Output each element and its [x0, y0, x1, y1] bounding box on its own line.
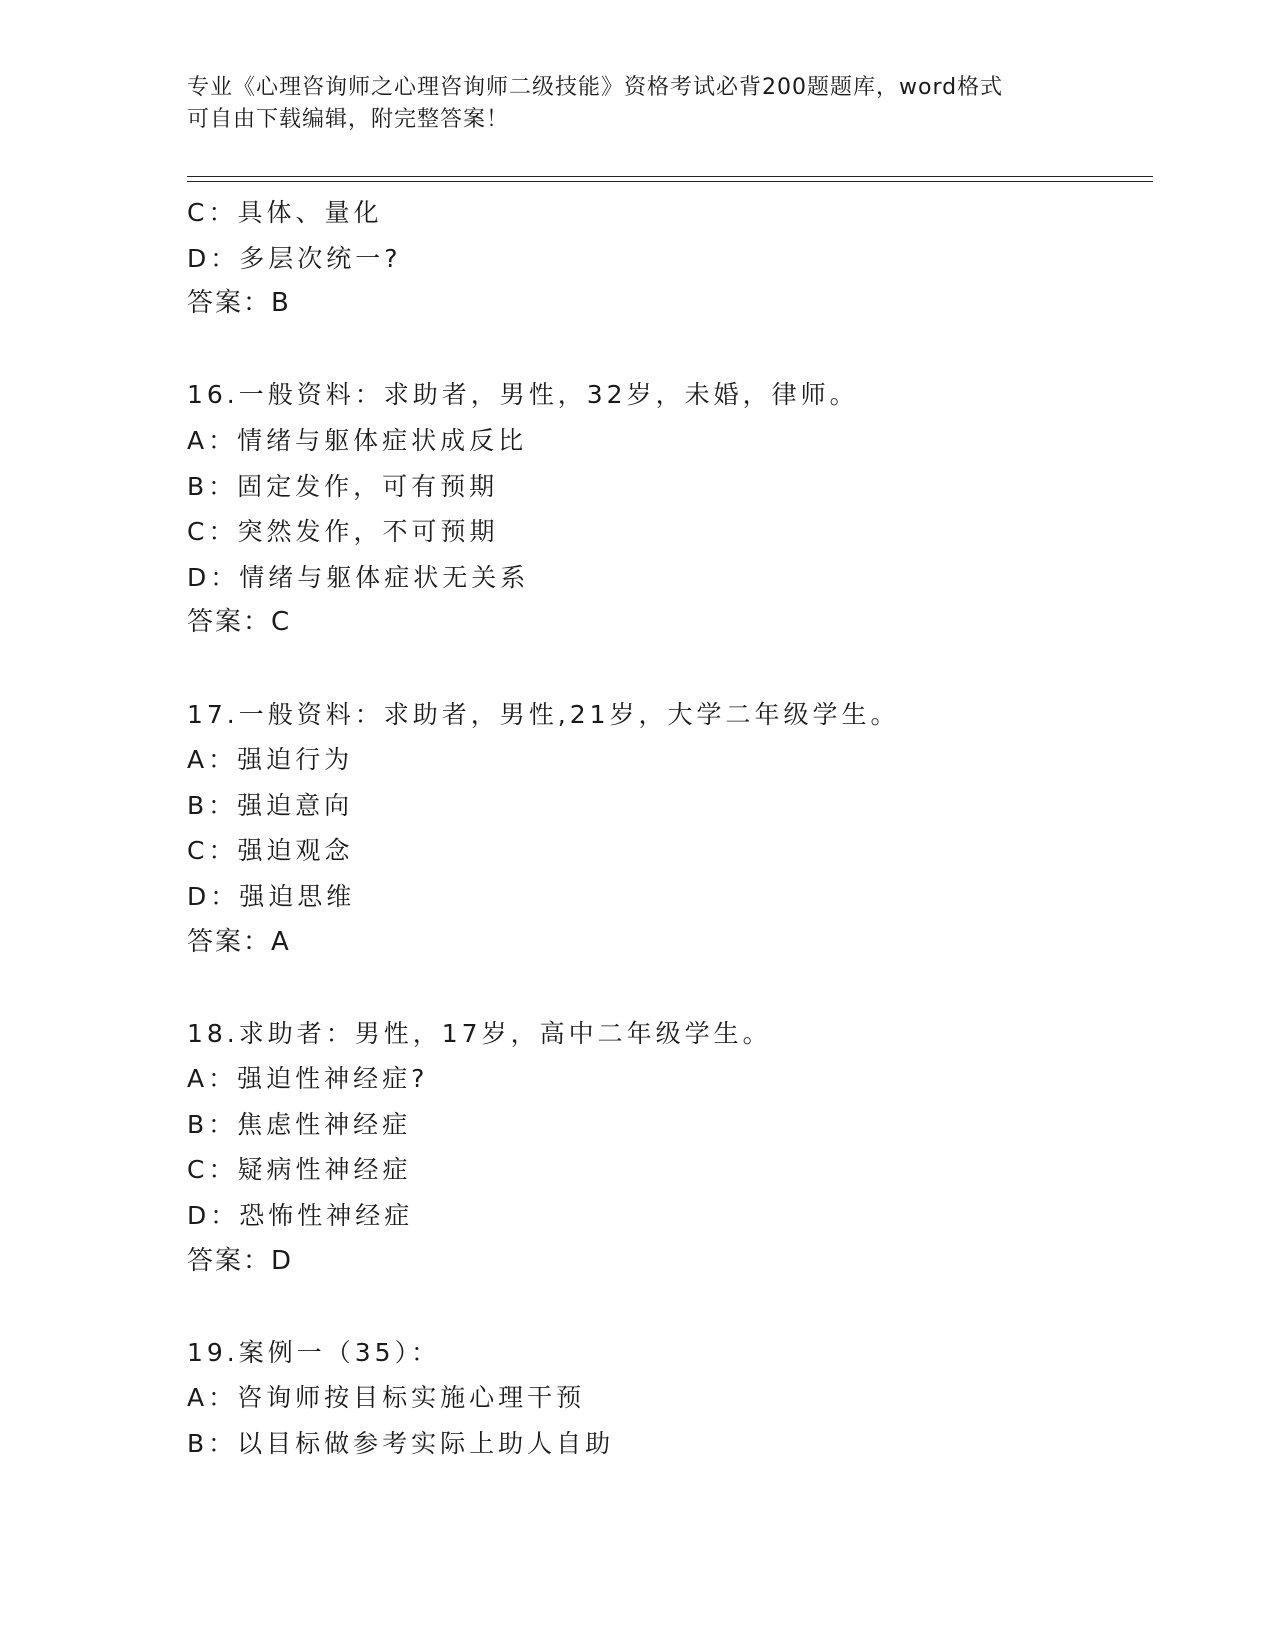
question-stem: 18.求助者：男性，17岁，高中二年级学生。	[187, 1018, 772, 1048]
option-c: C：强迫观念	[187, 836, 354, 866]
option-c: C：突然发作，不可预期	[187, 517, 499, 547]
answer-line: 答案：D	[187, 1245, 294, 1276]
question-block-18	[187, 1011, 1167, 1285]
question-stem: 19.案例一（35）：	[187, 1337, 441, 1367]
option-b: B：焦虑性神经症	[187, 1109, 412, 1139]
option-b: B：强迫意向	[187, 790, 354, 820]
option-a: A：情绪与躯体症状成反比	[187, 425, 528, 455]
spacer	[187, 965, 1167, 1011]
option-d: D：多层次统一?	[187, 243, 402, 273]
question-block-17	[187, 692, 1167, 966]
document-header	[187, 72, 1087, 136]
header-title-line-2: 可自由下载编辑，附完整答案！	[187, 107, 510, 132]
answer-line: 答案：A	[187, 926, 291, 957]
question-block-15-partial	[187, 190, 1167, 327]
spacer	[187, 1284, 1167, 1330]
option-a: A：咨询师按目标实施心理干预	[187, 1383, 586, 1413]
answer-line: 答案：C	[187, 607, 292, 638]
header-title-line-1: 专业《心理咨询师之心理咨询师二级技能》资格考试必背200题题库，word格式	[187, 75, 1004, 100]
option-d: D：情绪与躯体症状无关系	[187, 562, 530, 592]
option-c: C：疑病性神经症	[187, 1155, 412, 1185]
question-block-16	[187, 372, 1167, 646]
answer-line: 答案：B	[187, 288, 291, 319]
header-divider-bottom	[187, 181, 1153, 182]
option-d: D：恐怖性神经症	[187, 1201, 414, 1231]
question-stem: 16.一般资料：求助者，男性，32岁，未婚，律师。	[187, 380, 859, 410]
option-a: A：强迫行为	[187, 745, 354, 775]
option-d: D：强迫思维	[187, 881, 356, 911]
option-b: B：以目标做参考实际上助人自助	[187, 1429, 615, 1459]
spacer	[187, 327, 1167, 373]
document-body	[187, 190, 1167, 1467]
option-c: C：具体、量化	[187, 198, 383, 227]
option-a: A：强迫性神经症?	[187, 1064, 429, 1094]
spacer	[187, 646, 1167, 692]
option-b: B：固定发作，可有预期	[187, 471, 499, 501]
question-stem: 17.一般资料：求助者，男性,21岁，大学二年级学生。	[187, 699, 900, 729]
header-divider-top	[187, 176, 1153, 177]
question-block-19	[187, 1330, 1167, 1467]
